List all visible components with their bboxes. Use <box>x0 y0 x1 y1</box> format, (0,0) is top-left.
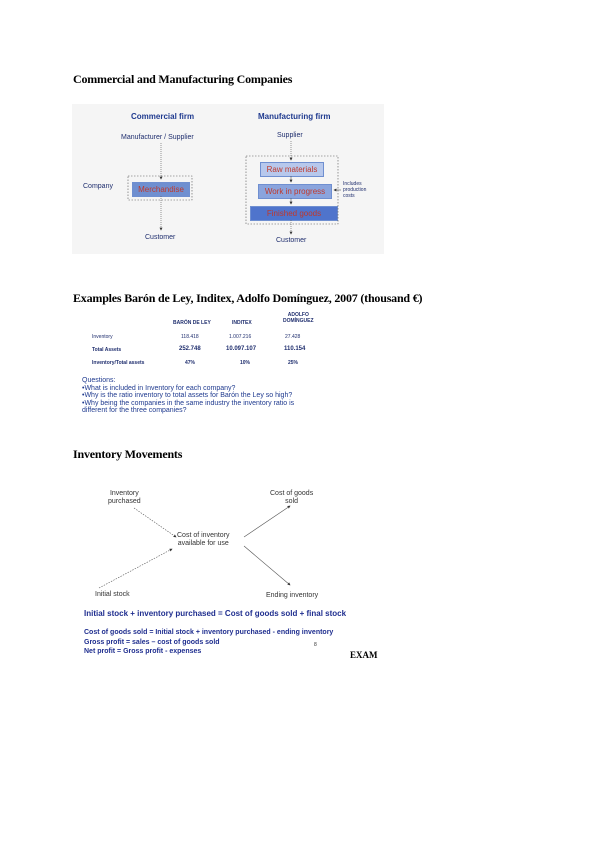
commercial-firm-title: Commercial firm <box>131 112 195 121</box>
equation-cogs: Cost of goods sold = Initial stock + inventory purchased - ending inventory <box>84 629 334 636</box>
merchandise-box: Merchandise <box>132 182 190 197</box>
ending-inventory-label: Ending inventory <box>266 592 319 599</box>
question-2: •Why is the ratio inventory to total assets for Barón the Ley so high? <box>82 392 293 399</box>
commercial-company-boundary <box>128 176 192 200</box>
heading-inventory-movements: Inventory Movements <box>73 447 183 461</box>
manufacturer-supplier-label: Manufacturer / Supplier <box>121 134 194 141</box>
manufacturing-company-boundary <box>246 156 338 224</box>
cell-ratio-adolfo: 25% <box>288 360 299 366</box>
arrow-initial-to-center <box>99 549 172 588</box>
note-line-3: costs <box>343 193 355 199</box>
cell-assets-inditex: 10.097.107 <box>226 346 257 352</box>
equation-net-profit: Net profit = Gross profit - expenses <box>84 648 202 655</box>
inventory-purchased-line2: purchased <box>108 498 141 505</box>
finished-goods-box: Finished goods <box>250 206 338 221</box>
note-line-2: production <box>343 187 367 193</box>
col-header-baron: BARÓN DE LEY <box>173 320 211 326</box>
slide-page-number: 8 <box>314 642 317 648</box>
question-1: •What is included in Inventory for each company? <box>82 384 236 392</box>
cell-ratio-baron: 47% <box>185 360 196 366</box>
note-line-1: Includes <box>343 181 362 187</box>
work-in-progress-box: Work in progress <box>258 184 332 199</box>
initial-stock-label: Initial stock <box>95 591 130 598</box>
heading-examples: Examples Barón de Ley, Inditex, Adolfo Domínguez, 2007 (thousand €) <box>73 291 423 305</box>
questions-title: Questions: <box>82 377 116 384</box>
cell-inventory-adolfo: 27.428 <box>285 334 301 340</box>
arrow-center-to-cogs <box>244 506 290 537</box>
customer-left-label: Customer <box>145 234 176 241</box>
cell-inventory-inditex: 1.007.216 <box>229 334 252 340</box>
inventory-purchased-line1: Inventory <box>109 490 139 497</box>
cogs-line1: Cost of goods <box>270 490 314 497</box>
equation-main: Initial stock + inventory purchased = Cost of goods sold + final stock <box>84 609 347 618</box>
col-header-adolfo-line2: DOMÍNGUEZ <box>283 318 314 324</box>
center-line2: available for use <box>177 540 229 547</box>
cell-ratio-inditex: 10% <box>240 360 251 366</box>
col-header-inditex: INDITEX <box>232 320 252 326</box>
raw-materials-box: Raw materials <box>260 162 324 177</box>
row-label-inventory: Inventory <box>92 334 113 340</box>
question-3b: different for the three companies? <box>82 407 187 414</box>
customer-right-label: Customer <box>276 237 307 244</box>
row-label-total-assets: Total Assets <box>92 347 122 353</box>
exam-label: EXAM <box>350 650 378 660</box>
cell-assets-baron: 252.748 <box>179 346 201 352</box>
cell-assets-adolfo: 110.154 <box>284 346 306 352</box>
heading-commercial-manufacturing: Commercial and Manufacturing Companies <box>73 72 293 86</box>
center-line1: Cost of inventory <box>177 532 230 539</box>
question-3a: •Why being the companies in the same industry the inventory ratio is <box>82 399 295 407</box>
cell-inventory-baron: 118.418 <box>181 334 199 340</box>
cogs-line2: sold <box>285 498 299 505</box>
company-label: Company <box>83 183 113 190</box>
supplier-label: Supplier <box>277 132 303 139</box>
arrow-center-to-ending <box>244 546 290 585</box>
arrow-purchased-to-center <box>134 508 176 537</box>
equation-gross-profit: Gross profit = sales – cost of goods sold <box>84 639 220 646</box>
col-header-adolfo-line1: ADOLFO <box>287 312 309 318</box>
row-label-ratio: Inventory/Total assets <box>92 360 145 366</box>
manufacturing-firm-title: Manufacturing firm <box>258 112 331 121</box>
